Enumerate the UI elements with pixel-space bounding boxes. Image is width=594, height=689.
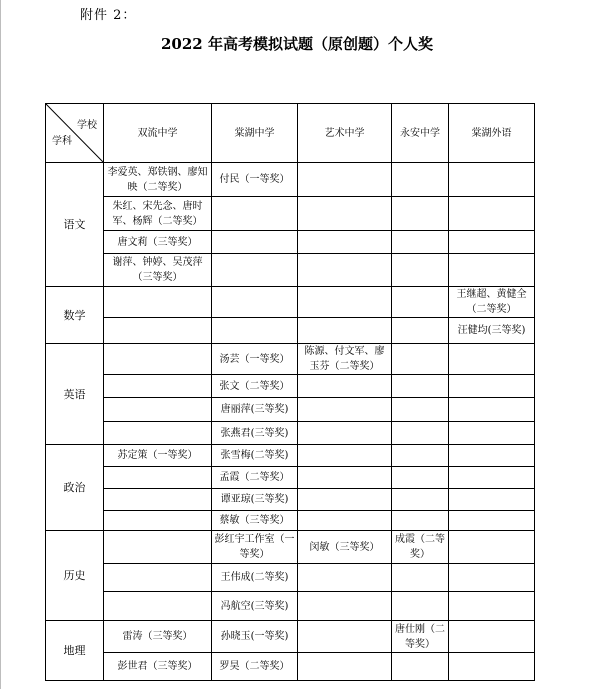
- table-cell: [212, 231, 298, 254]
- table-cell: [449, 653, 535, 681]
- table-row: [46, 254, 535, 287]
- corner-label-school: 学校: [77, 120, 97, 131]
- table-cell: [104, 398, 212, 422]
- table-cell: [392, 398, 449, 422]
- table-cell: [449, 531, 535, 564]
- table-cell: 彭世君（三等奖）: [104, 653, 212, 681]
- table-cell: [212, 254, 298, 287]
- table-cell: [392, 254, 449, 287]
- table-cell: 孟霞（二等奖）: [212, 467, 298, 489]
- school-header-yongan: 永安中学: [392, 104, 449, 163]
- table-cell: [104, 511, 212, 531]
- table-cell: [298, 318, 392, 344]
- table-cell: [449, 467, 535, 489]
- table-cell: [298, 511, 392, 531]
- table-cell: 罗昊（二等奖）: [212, 653, 298, 681]
- table-cell: [104, 592, 212, 621]
- table-row: [46, 318, 535, 344]
- table-cell: 闵敏（三等奖）: [298, 531, 392, 564]
- table-cell: 谭亚琼(三等奖): [212, 489, 298, 511]
- table-cell: [298, 287, 392, 318]
- table-cell: [212, 197, 298, 231]
- table-cell: [392, 231, 449, 254]
- table-cell: [392, 318, 449, 344]
- document-title: 2022 年高考模拟试题（原创题）个人奖: [161, 35, 433, 53]
- table-cell: [392, 564, 449, 592]
- table-row: [46, 592, 535, 621]
- table-cell: [298, 564, 392, 592]
- table-cell: [298, 231, 392, 254]
- table-cell: [449, 231, 535, 254]
- table-cell: [449, 398, 535, 422]
- table-cell: [298, 467, 392, 489]
- table-cell: [449, 344, 535, 375]
- table-cell: [392, 489, 449, 511]
- table-row: [46, 621, 535, 653]
- table-cell: [104, 375, 212, 398]
- table-cell: [298, 163, 392, 197]
- table-cell: 苏定策（一等奖）: [104, 445, 212, 467]
- table-cell: [104, 489, 212, 511]
- table-cell: [298, 445, 392, 467]
- table-cell: [449, 254, 535, 287]
- page-edge-line: [0, 0, 1, 689]
- corner-header-cell: [46, 104, 104, 163]
- table-cell: [392, 163, 449, 197]
- table-cell: [212, 287, 298, 318]
- table-row: [46, 197, 535, 231]
- table-cell: [298, 422, 392, 445]
- table-cell: 蔡敏（三等奖）: [212, 511, 298, 531]
- table-cell: [449, 197, 535, 231]
- table-cell: [298, 621, 392, 653]
- table-row: [46, 445, 535, 467]
- table-cell: [392, 445, 449, 467]
- table-cell: 王继超、黄健全（二等奖）: [449, 287, 535, 318]
- table-cell: 张文（二等奖）: [212, 375, 298, 398]
- table-cell: 孙晓玉(一等奖): [212, 621, 298, 653]
- school-header-art: 艺术中学: [298, 104, 392, 163]
- table-cell: [104, 564, 212, 592]
- table-row: [46, 375, 535, 398]
- subject-english: 英语: [46, 344, 104, 445]
- table-cell: 张燕君(三等奖): [212, 422, 298, 445]
- table-cell: [449, 163, 535, 197]
- award-table: [45, 103, 535, 681]
- table-cell: [392, 375, 449, 398]
- table-cell: [298, 398, 392, 422]
- table-cell: [449, 621, 535, 653]
- subject-history: 历史: [46, 531, 104, 621]
- table-cell: [449, 445, 535, 467]
- table-row: [46, 422, 535, 445]
- subject-politics: 政治: [46, 445, 104, 531]
- table-cell: [104, 318, 212, 344]
- table-cell: [392, 344, 449, 375]
- table-cell: 付民（一等奖）: [212, 163, 298, 197]
- table-cell: [449, 564, 535, 592]
- table-cell: [298, 197, 392, 231]
- table-cell: [104, 531, 212, 564]
- table-row: [46, 531, 535, 564]
- table-cell: 成霞（二等奖）: [392, 531, 449, 564]
- table-row: [46, 653, 535, 681]
- table-cell: [392, 197, 449, 231]
- table-cell: [392, 287, 449, 318]
- table-cell: [212, 318, 298, 344]
- table-cell: [298, 592, 392, 621]
- subject-chinese: 语文: [46, 163, 104, 287]
- table-cell: [449, 489, 535, 511]
- table-cell: 唐仕刚（二等奖）: [392, 621, 449, 653]
- table-cell: 张雪梅(二等奖): [212, 445, 298, 467]
- table-cell: 雷涛（三等奖）: [104, 621, 212, 653]
- table-row: [46, 287, 535, 318]
- table-cell: 汪健均(三等奖): [449, 318, 535, 344]
- table-row: [46, 344, 535, 375]
- table-cell: [449, 592, 535, 621]
- table-row: [46, 489, 535, 511]
- table-cell: [449, 511, 535, 531]
- table-cell: 唐丽萍(三等奖): [212, 398, 298, 422]
- table-row: [46, 511, 535, 531]
- table-header-row: [46, 104, 535, 163]
- table-row: [46, 163, 535, 197]
- table-cell: [298, 375, 392, 398]
- table-cell: [104, 422, 212, 445]
- table-row: [46, 231, 535, 254]
- school-header-tanghu-foreign: 棠湖外语: [449, 104, 535, 163]
- table-cell: 朱红、宋先念、唐时军、杨辉（二等奖）: [104, 197, 212, 231]
- table-cell: [449, 375, 535, 398]
- table-cell: [298, 489, 392, 511]
- table-cell: [104, 287, 212, 318]
- attachment-label: 附件 2：: [80, 8, 137, 23]
- table-cell: [298, 653, 392, 681]
- school-header-shuangliu: 双流中学: [104, 104, 212, 163]
- school-header-tanghu: 棠湖中学: [212, 104, 298, 163]
- table-cell: [392, 592, 449, 621]
- table-cell: [392, 422, 449, 445]
- table-cell: 冯航空(三等奖): [212, 592, 298, 621]
- table-row: [46, 467, 535, 489]
- table-cell: [392, 511, 449, 531]
- table-cell: 汤芸（一等奖）: [212, 344, 298, 375]
- table-cell: 谢萍、钟婷、吴茂萍（三等奖）: [104, 254, 212, 287]
- table-cell: 王伟成(二等奖): [212, 564, 298, 592]
- table-cell: 李爱英、郑铁钢、廖知映（二等奖）: [104, 163, 212, 197]
- table-cell: [104, 344, 212, 375]
- corner-label-subject: 学科: [52, 136, 72, 147]
- table-cell: [298, 254, 392, 287]
- table-cell: [392, 467, 449, 489]
- subject-math: 数学: [46, 287, 104, 344]
- table-cell: [104, 467, 212, 489]
- table-cell: [449, 422, 535, 445]
- subject-geography: 地理: [46, 621, 104, 681]
- table-cell: 陈源、付文军、廖玉芬（二等奖）: [298, 344, 392, 375]
- table-cell: [392, 653, 449, 681]
- table-cell: 唐文莉（三等奖）: [104, 231, 212, 254]
- table-row: [46, 398, 535, 422]
- table-cell: 彭红宇工作室（一等奖）: [212, 531, 298, 564]
- table-row: [46, 564, 535, 592]
